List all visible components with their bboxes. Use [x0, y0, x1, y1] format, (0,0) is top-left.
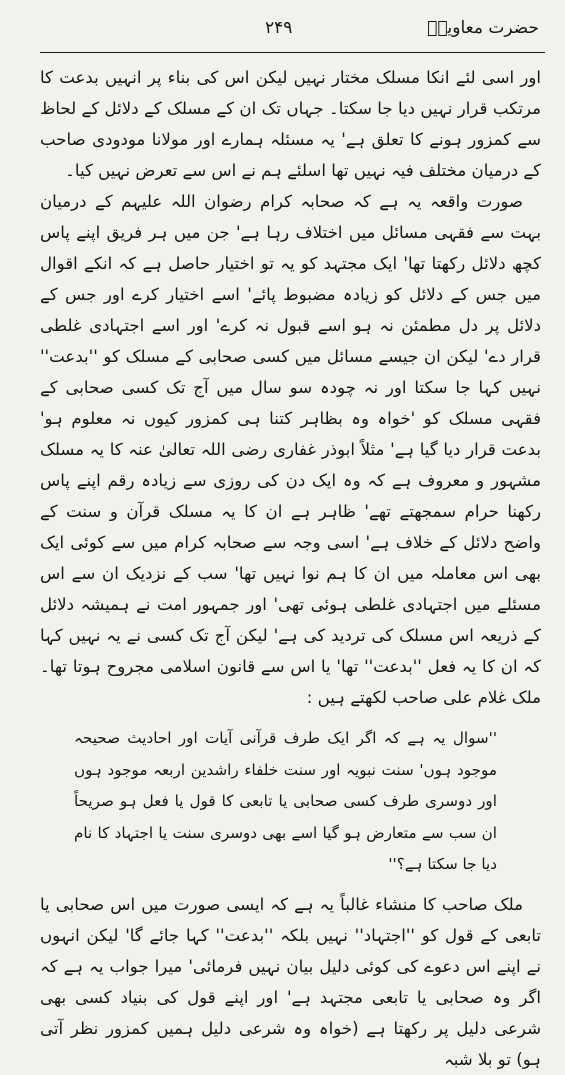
page-number: ۲۴۹ — [265, 18, 293, 38]
page-header — [40, 12, 545, 50]
paragraph: صورت واقعہ یہ ہے کہ صحابہ کرام رضوان اللہ علیہم کے درمیان بہت سے فقہی مسائل میں اختلاف رہا ہے' جن میں ہر فریق اپنے پاس کچھ دلائل رکھتا تھا' ایک مجتہد کو یہ تو اختیار حاصل ہے کہ انکے اقوال میں جس کے دلائل کو زیادہ مضبوط پائے' اسے اختیار کرے اور جس کے دلائل پر دل مطمئن نہ ہو اسے قبول نہ کرے' اور اسے اجتہادی غلطی قرار دے' لیکن ان جیسے مسائل میں کسی صحابی کے مسلک کو ''بدعت'' نہیں کہا جا سکتا اور نہ چودہ سو سال میں آج تک کسی صحابی کے فقہی مسلک کو 'خواہ وہ بظاہر کتنا ہی کمزور کیوں نہ معلوم ہو' بدعت قرار دیا گیا ہے' مثلاً ابوذر غفاری رضی اللہ تعالیٰ عنہ کا یہ مسلک مشہور و معروف ہے کہ وہ ایک دن کی روزی سے زیادہ رقم اپنے پاس رکھنا حرام سمجھتے تھے' ظاہر ہے ان کا یہ مسلک قرآن و سنت کے واضح دلائل کے خلاف ہے' اسی وجہ سے صحابہ کرام میں سے کوئی ایک بھی اس معاملہ میں ان کا ہم نوا نہیں تھا' سب کے نزدیک ان سے اس مسئلے میں اجتہادی غلطی ہوئی تھی' اور جمہور امت نے ہمیشہ دلائل کے ذریعہ اس مسلک کی تردید کی ہے' لیکن آج تک کسی نے یہ نہیں کہا کہ ان کا یہ فعل ''بدعت'' تھا' یا اس سے قانون اسلامی مجروح ہوتا تھا۔ ملک غلام علی صاحب لکھتے ہیں : — [40, 192, 541, 707]
header-rule — [40, 52, 545, 53]
paragraph: ملک صاحب کا منشاء غالباً یہ ہے کہ ایسی صورت میں اس صحابی یا تابعی کے قول کو ''اجتہاد'' نہیں بلکہ ''بدعت'' کہا جائے گا' لیکن انہوں نے اپنے اس دعوے کی کوئی دلیل بیان نہیں فرمائی' میرا جواب یہ ہے کہ اگر وہ صحابی یا تابعی مجتہد ہے' اور اپنے قول کی بنیاد کسی بھی شرعی دلیل پر رکھتا ہے (خواہ وہ شرعی دلیل ہمیں کمزور نظر آتی ہو) تو بلا شبہ — [40, 894, 541, 1069]
page-body — [40, 62, 541, 1069]
quote-text: ''سوال یہ ہے کہ اگر ایک طرف قرآنی آیات اور احادیث صحیحہ موجود ہوں' سنت نبویہ اور سنت خلفاء راشدین اربعہ موجود ہوں اور دوسری طرف کسی صحابی یا تابعی کا قول یا فعل ہو صریحاً ان سب سے متعارض ہو گیا اسے بھی دوسری سنت یا اجتہاد کا نام دیا جا سکتا ہے؟'' — [74, 729, 497, 873]
paragraph: اور اسی لئے انکا مسلک مختار نہیں لیکن اس کی بناء پر انہیں بدعت کا مرتکب قرار نہیں دیا جا سکتا۔ جہاں تک ان کے مسلک کے دلائل کے لحاظ سے کمزور ہونے کا تعلق ہے' یہ مسئلہ ہمارے اور مولانا مودودی صاحب کے درمیان مختلف فیہ نہیں تھا اسلئے ہم نے اس سے تعرض نہیں کیا۔ — [40, 68, 541, 180]
block-quote — [74, 723, 497, 881]
running-title: حضرت معاویہؓ — [427, 18, 539, 38]
